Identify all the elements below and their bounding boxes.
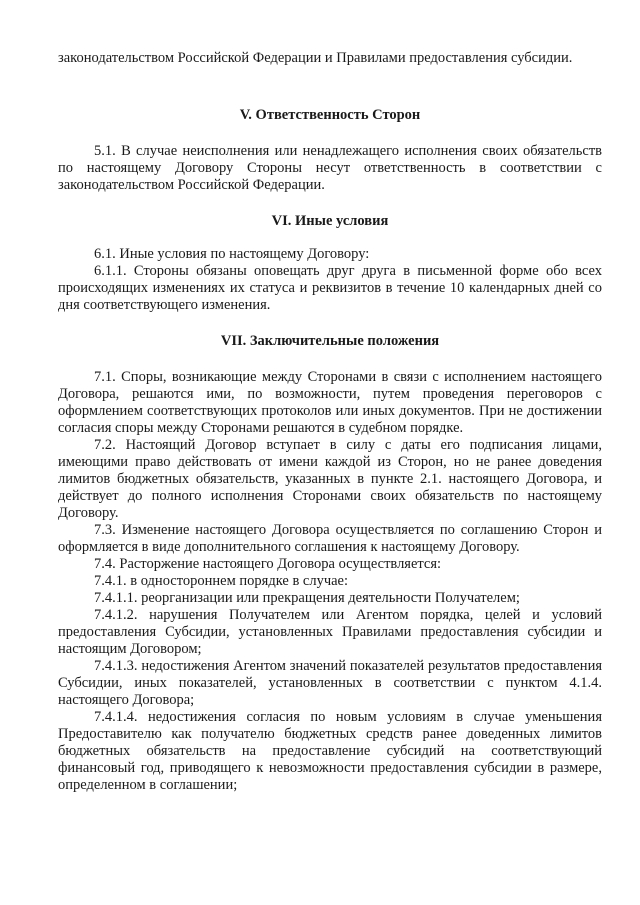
paragraph-7-4-1-4: 7.4.1.4. недостижения согласия по новым условиям в случае уменьшения Предоставителю как получателю бюджетных средств ранее доведенных лимитов бюджетных обязательств на предоставление субсидий на соответствующий финансовый год, приводящего к невозможности предоставления субсидии в размере, определенном в соглашении;	[58, 709, 602, 793]
section-6-title: VI. Иные условия	[271, 213, 389, 229]
paragraph-7-2: 7.2. Настоящий Договор вступает в силу с даты его подписания лицами, имеющими право действовать от имени каждой из Сторон, но не ранее доведения лимитов бюджетных обязательств, указанных в пункте 2.1. настоящего Договора, и действует до полного исполнения Сторонами своих обязательств по настоящему Договору.	[58, 437, 602, 521]
paragraph-7-4-1: 7.4.1. в одностороннем порядке в случае:	[94, 573, 349, 589]
paragraph-7-4: 7.4. Расторжение настоящего Договора осуществляется:	[94, 556, 442, 572]
paragraph-7-4-1-1: 7.4.1.1. реорганизации или прекращения деятельности Получателем;	[94, 590, 520, 606]
paragraph-5-1: 5.1. В случае неисполнения или ненадлежащего исполнения своих обязательств по настоящему Договору Стороны несут ответственность в соответствии с законодательством Российской Федерации.	[58, 143, 602, 193]
section-5-title: V. Ответственность Сторон	[239, 107, 421, 123]
paragraph-7-4-1-3: 7.4.1.3. недостижения Агентом значений показателей результатов предоставления Субсидии, иных показателей, установленных в соответствии с пунктом 4.1.4. настоящего Договора;	[58, 658, 602, 708]
paragraph-6-1: 6.1. Иные условия по настоящему Договору:	[94, 246, 370, 262]
section-7-title: VII. Заключительные положения	[220, 333, 440, 349]
paragraph-6-1-1: 6.1.1. Стороны обязаны оповещать друг друга в письменной форме обо всех происходящих изменениях их статуса и реквизитов в течение 10 календарных дней со дня соответствующего изменения.	[58, 263, 602, 313]
paragraph-7-3: 7.3. Изменение настоящего Договора осуществляется по соглашению Сторон и оформляется в виде дополнительного соглашения к настоящему Договору.	[58, 522, 602, 555]
document-body	[58, 50, 602, 794]
carryover-line: законодательством Российской Федерации и Правилами предоставления субсидии.	[58, 50, 573, 66]
paragraph-7-4-1-2: 7.4.1.2. нарушения Получателем или Агентом порядка, целей и условий предоставления Субсидии, установленных Правилами предоставления субсидии и настоящим Договором;	[58, 607, 602, 657]
paragraph-7-1: 7.1. Споры, возникающие между Сторонами в связи с исполнением настоящего Договора, решаются ими, по возможности, путем проведения переговоров с оформлением соответствующих протоколов или иных документов. При не достижении согласия споры между Сторонами решаются в судебном порядке.	[58, 369, 602, 436]
